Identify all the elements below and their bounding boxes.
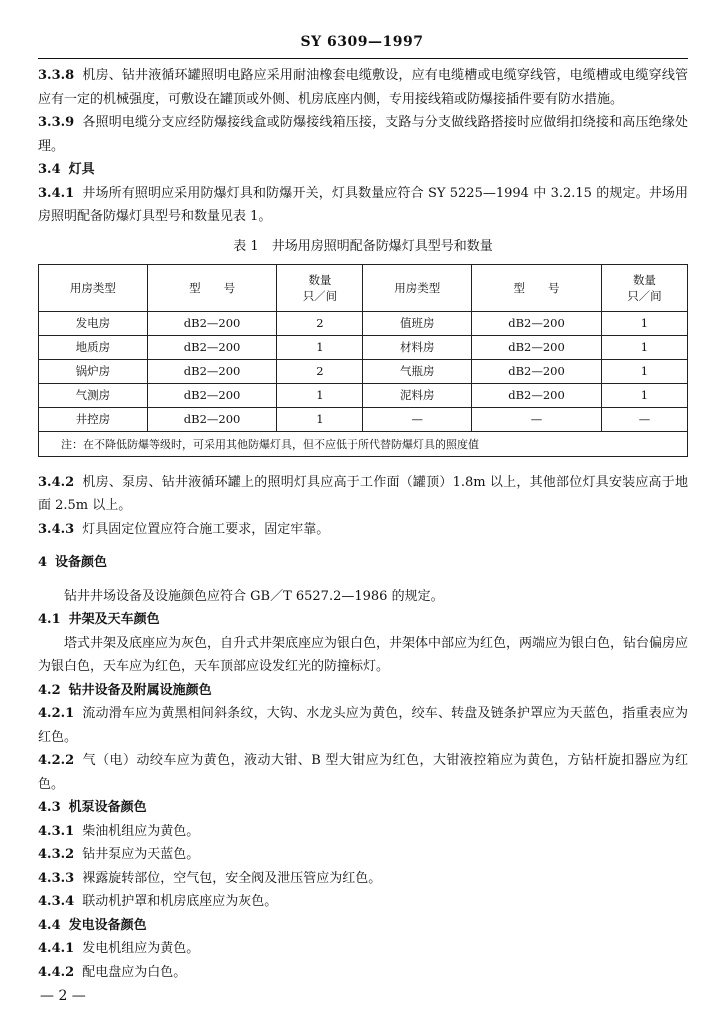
table-row (39, 359, 688, 383)
clause-3-3-9 (38, 111, 688, 158)
header-quantity (601, 264, 687, 311)
clause-4-3-1 (38, 820, 688, 844)
table-cell: dB2—200 (147, 335, 277, 359)
table-cell: 1 (601, 359, 687, 383)
table-cell: 1 (601, 335, 687, 359)
table-cell: 气测房 (39, 383, 148, 407)
table-cell: 锅炉房 (39, 359, 148, 383)
clause-number: 4.3 (38, 800, 61, 815)
section-4-3-heading (38, 796, 688, 820)
table-cell: dB2—200 (472, 335, 602, 359)
clause-text: 发电设备颜色 (68, 917, 147, 933)
clause-number: 4.3.3 (38, 870, 75, 886)
clause-4-2-2 (38, 749, 688, 796)
table-header-row (39, 264, 688, 311)
table-cell: dB2—200 (147, 407, 277, 431)
table-cell: 泥料房 (363, 383, 472, 407)
table-cell: 气瓶房 (363, 359, 472, 383)
header-quantity-label: 数量 (632, 272, 656, 287)
header-quantity-label: 数量 (308, 272, 332, 287)
table-cell: 材料房 (363, 335, 472, 359)
clause-text: 柴油机组应为黄色。 (82, 823, 200, 839)
table-cell: dB2—200 (472, 311, 602, 335)
clause-number: 4.2.2 (38, 753, 75, 768)
table-cell: 2 (277, 311, 363, 335)
clause-3-4-3 (38, 518, 688, 542)
clause-4-2-1 (38, 702, 688, 749)
clause-text: 机泵设备颜色 (68, 800, 147, 815)
clause-text: 钻井泵应为天蓝色。 (82, 847, 200, 862)
table-cell: 1 (277, 407, 363, 431)
table-cell: 1 (601, 383, 687, 407)
table-cell: 1 (277, 383, 363, 407)
table-cell: — (363, 407, 472, 431)
section-4-heading (38, 551, 688, 575)
clause-text: 钻井设备及附属设施颜色 (68, 682, 212, 698)
clause-3-3-8 (38, 64, 688, 111)
clause-number: 4.4.1 (38, 941, 75, 956)
table-row (39, 311, 688, 335)
table-cell: 值班房 (363, 311, 472, 335)
section-4-4-heading (38, 914, 688, 938)
clause-text: 灯具 (68, 162, 95, 177)
header-quantity-unit: 只／间 (302, 288, 338, 303)
clause-text: 发电机组应为黄色。 (82, 941, 200, 956)
clause-text: 井场所有照明应采用防爆灯具和防爆开关，灯具数量应符合 SY 5225—1994 中 3.2.15 的规定。井场用房照明配备防爆灯具型号和数量见表 1。 (38, 185, 688, 224)
clause-text: 机房、钻井液循环罐照明电路应采用耐油橡套电缆敷设，应有电缆槽或电缆穿线管，电缆槽或电缆穿线管应有一定的机械强度，可敷设在罐顶或外侧、机房底座内侧，专用接线箱或防爆接插件要有防水措施。 (38, 68, 688, 107)
table-cell: 1 (277, 335, 363, 359)
clause-4-3-4 (38, 890, 688, 914)
table-cell: 地质房 (39, 335, 148, 359)
clause-text: 联动机护罩和机房底座应为灰色。 (82, 894, 278, 909)
clause-text: 裸露旋转部位，空气包，安全阀及泄压管应为红色。 (82, 870, 382, 886)
section-4-1-body: 塔式井架及底座应为灰色，自升式井架底座应为银白色，井架体中部应为红色，两端应为银白色，钻台偏房应为银白色，天车应为红色，天车顶部应设发红光的防撞标灯。 (38, 635, 689, 674)
clause-text: 机房、泵房、钻井液循环罐上的照明灯具应高于工作面（罐顶）1.8m 以上，其他部位灯具安装应高于地面 2.5m 以上。 (38, 474, 688, 513)
page-content (38, 64, 688, 984)
table-cell: — (601, 407, 687, 431)
clause-4-3-2 (38, 843, 688, 867)
table-cell: dB2—200 (147, 383, 277, 407)
clause-number: 4.3.4 (38, 894, 75, 909)
clause-text: 气（电）动绞车应为黄色，液动大钳、B 型大钳应为红色，大钳液控箱应为黄色，方钻杆旋扣器应为红色。 (38, 753, 688, 792)
table-cell: 1 (601, 311, 687, 335)
clause-text: 各照明电缆分支应经防爆接线盒或防爆接线箱压接，支路与分支做线路搭接时应做绢扣绕接和高压绝缘处理。 (38, 115, 688, 154)
section-4-2-heading (38, 679, 688, 703)
section-4-intro: 钻井井场设备及设施颜色应符合 GB／T 6527.2—1986 的规定。 (64, 588, 444, 604)
header-rule (38, 58, 688, 59)
page-header: SY 6309—1997 (300, 34, 424, 50)
table-cell: 井控房 (39, 407, 148, 431)
table-cell: 2 (277, 359, 363, 383)
clause-text: 井架及天车颜色 (68, 612, 160, 627)
table-cell: dB2—200 (472, 383, 602, 407)
clause-3-4-1 (38, 182, 688, 229)
clause-number: 4.2 (38, 682, 61, 698)
table-title: 表 1 井场用房照明配备防爆灯具型号和数量 (233, 238, 493, 254)
clause-number: 4.4 (38, 917, 61, 933)
clause-text: 流动滑车应为黄黑相间斜条纹，大钩、水龙头应为黄色，绞车、转盘及链条护罩应为天蓝色，指重表应为红色。 (38, 706, 688, 745)
clause-number: 3.3.9 (38, 115, 75, 130)
clause-number: 3.4.1 (38, 185, 75, 201)
header-quantity (277, 264, 363, 311)
table-cell: dB2—200 (147, 359, 277, 383)
header-model: 型 号 (472, 264, 602, 311)
clause-number: 4.3.1 (38, 823, 75, 839)
clause-text: 设备颜色 (55, 555, 108, 570)
clause-text: 配电盘应为白色。 (82, 964, 187, 980)
header-quantity-unit: 只／间 (627, 288, 662, 303)
table-cell: — (472, 407, 602, 431)
table-row (39, 335, 688, 359)
clause-number: 4.1 (38, 612, 61, 627)
clause-3-4-2 (38, 471, 688, 518)
clause-text: 灯具固定位置应符合施工要求，固定牢靠。 (82, 521, 330, 537)
clause-4-4-1 (38, 937, 688, 961)
lighting-table (38, 264, 688, 457)
table-row (39, 383, 688, 407)
header-room-type: 用房类型 (39, 264, 148, 311)
clause-number: 4.4.2 (38, 964, 75, 980)
table-cell: 发电房 (39, 311, 148, 335)
table-note-row (39, 431, 688, 456)
table-cell: dB2—200 (472, 359, 602, 383)
clause-number: 3.4.3 (38, 521, 75, 537)
section-4-1-heading (38, 608, 688, 632)
section-3-4-heading (38, 158, 688, 182)
header-room-type: 用房类型 (363, 264, 472, 311)
clause-number: 4.2.1 (38, 706, 75, 721)
table-note: 注：在不降低防爆等级时，可采用其他防爆灯具，但不应低于所代替防爆灯具的照度值 (39, 431, 688, 456)
clause-number: 4 (38, 555, 48, 570)
clause-number: 3.4 (38, 162, 61, 177)
table-cell: dB2—200 (147, 311, 277, 335)
header-model: 型 号 (147, 264, 277, 311)
clause-number: 3.4.2 (38, 474, 75, 490)
clause-number: 4.3.2 (38, 847, 75, 862)
clause-4-4-2 (38, 961, 688, 985)
table-row (39, 407, 688, 431)
page-number: — 2 — (40, 988, 86, 1004)
clause-4-3-3 (38, 867, 688, 891)
clause-number: 3.3.8 (38, 68, 75, 83)
